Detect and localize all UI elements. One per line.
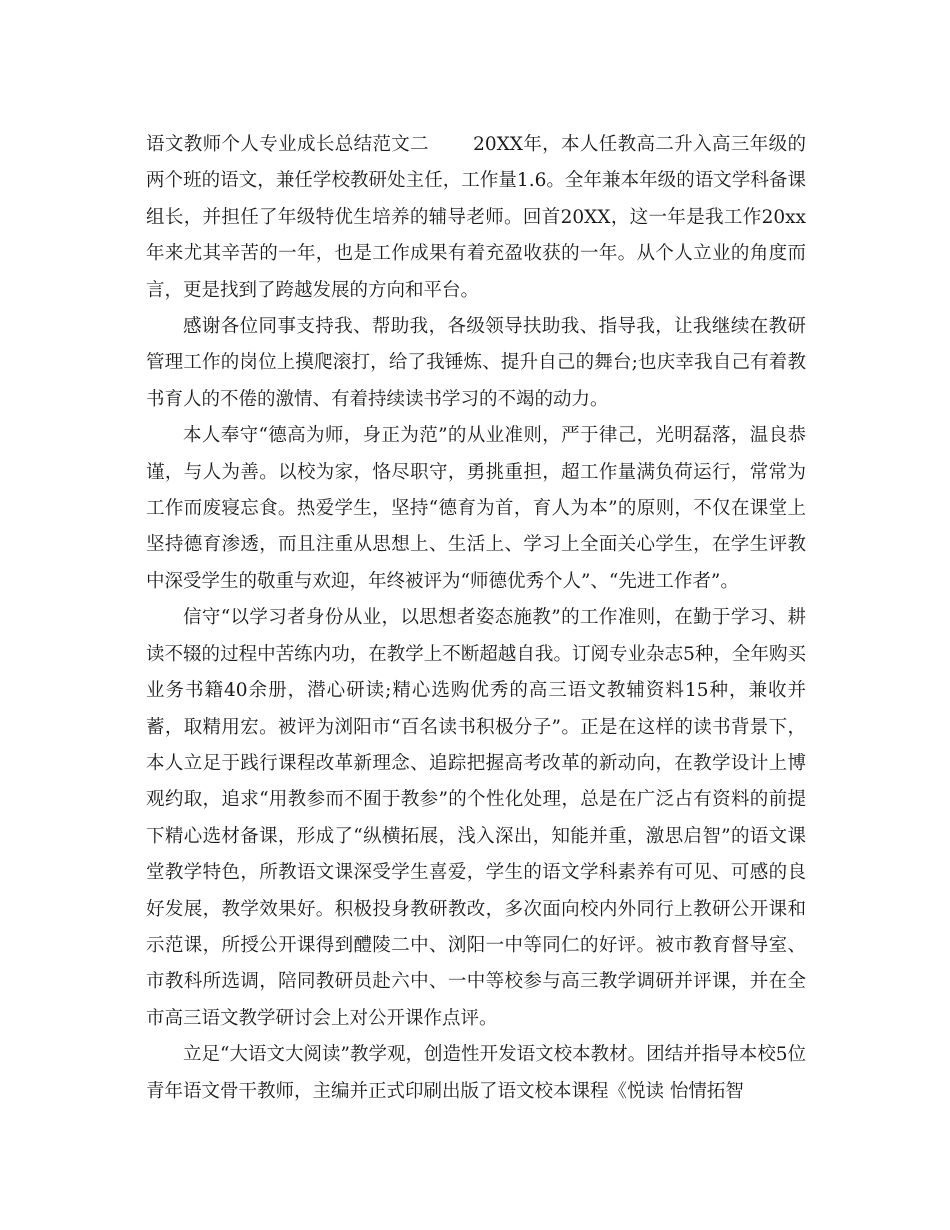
paragraph-text: 20XX年，本人任教高二升入高三年级的两个班的语文，兼任学校教研处主任，工作量1.6。全年兼本年级的语文学科备课组长，并担任了年级特优生培养的辅导老师。回首20XX，这一年是我工作20xx年来尤其辛苦的一年，也是工作成果有着充盈收获的一年。从个人立业的角度而言，更是找到了跨越发展的方向和平台。 [146,134,806,301]
paragraph-intro [146,127,806,309]
document-body [146,127,806,1110]
document-title: 语文教师个人专业成长总结范文二 [146,134,430,155]
paragraph: 立足“大语文大阅读”教学观，创造性开发语文校本教材。团结并指导本校5位青年语文骨干教师，主编并正式印刷出版了语文校本课程《悦读 怡情拓智 [146,1044,806,1102]
paragraph: 感谢各位同事支持我、帮助我，各级领导扶助我、指导我，让我继续在教研管理工作的岗位上摸爬滚打，给了我锤炼、提升自己的舞台;也庆幸我自己有着教书育人的不倦的激情、有着持续读书学习的不竭的动力。 [146,316,806,410]
paragraph: 信守“以学习者身份从业，以思想者姿态施教”的工作准则，在勤于学习、耕读不辍的过程中苦练内功，在教学上不断超越自我。订阅专业杂志5种，全年购买业务书籍40余册，潜心研读;精心选购优秀的高三语文教辅资料15种，兼收并蓄，取精用宏。被评为浏阳市“百名读书积极分子”。正是在这样的读书背景下，本人立足于践行课程改革新理念、追踪把握高考改革的新动向，在教学设计上博观约取，追求“用教参而不囿于教参”的个性化处理，总是在广泛占有资料的前提下精心选材备课，形成了“纵横拓展，浅入深出，知能并重，激思启智”的语文课堂教学特色，所教语文课深受学生喜爱，学生的语文学科素养有可见、可感的良好发展，教学效果好。积极投身教研教改，多次面向校内外同行上教研公开课和示范课，所授公开课得到醴陵二中、浏阳一中等同仁的好评。被市教育督导室、市教科所选调，陪同教研员赴六中、一中等校参与高三教学调研并评课，并在全市高三语文教学研讨会上对公开课作点评。 [146,607,806,1029]
paragraph: 本人奉守“德高为师，身正为范”的从业准则，严于律己，光明磊落，温良恭谨，与人为善。以校为家，恪尽职守，勇挑重担，超工作量满负荷运行，常常为工作而废寝忘食。热爱学生，坚持“德育为首，育人为本”的原则，不仅在课堂上坚持德育渗透，而且注重从思想上、生活上、学习上全面关心学生，在学生评教中深受学生的敬重与欢迎，年终被评为“师德优秀个人”、“先进工作者”。 [146,425,806,592]
